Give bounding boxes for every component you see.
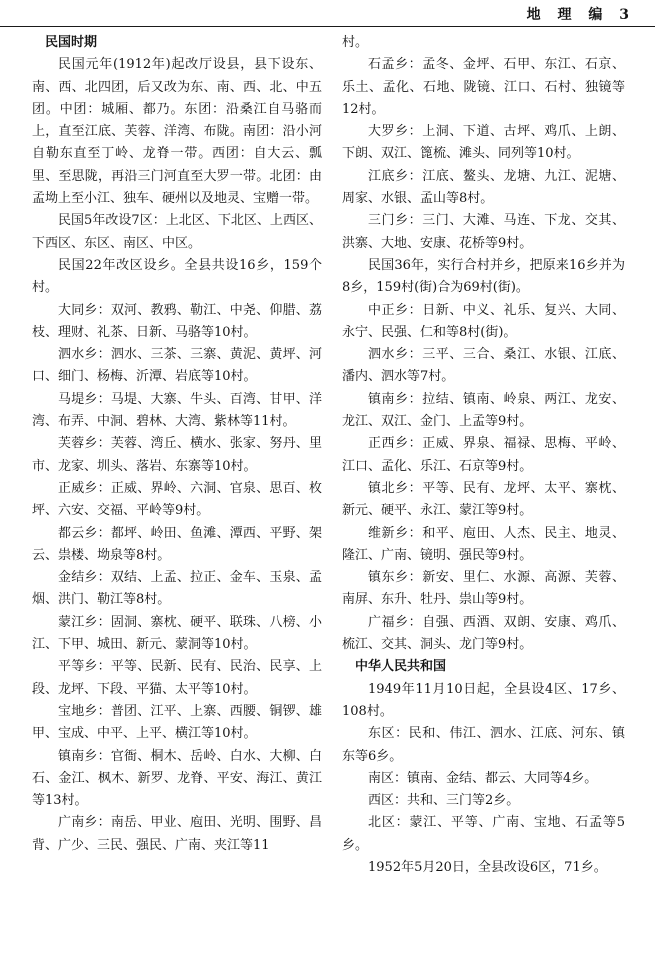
section-heading: 中华人民共和国 <box>355 659 447 675</box>
paragraph: 泗水乡：泗水、三茶、三寨、黄泥、黄坪、河口、细门、杨梅、沂潭、岩底等10村。 <box>32 347 322 385</box>
paragraph: 民国元年(1912年)起改厅设县，县下设东、南、西、北四团，后又改为东、南、西、北、中五团。中团：城厢、都乃。东团：沿桑江自马骆而上，直至江底、芙蓉、洋湾、布陇。南团：沿小河自勒东直至丁岭、龙脊一带。西团：自大云、瓢里、至思陇，再沿三门河直至大罗一带。北团：由孟坳上至小江、独车、硬州以及地灵、宝赠一带。 <box>32 57 322 207</box>
left-text-column <box>32 32 322 951</box>
running-head-title: 地 理 编 3 <box>526 7 635 23</box>
paragraph: 南区：镇南、金结、都云、大同等4乡。 <box>368 770 598 786</box>
paragraph: 泗水乡：三平、三合、桑江、水银、江底、潘内、泗水等7村。 <box>342 347 625 385</box>
paragraph: 村。 <box>342 35 369 50</box>
paragraph: 宝地乡：普团、江平、上寨、西腰、铜锣、雄甲、宝成、中平、上平、横江等10村。 <box>32 703 322 742</box>
paragraph: 广福乡：自强、西酒、双朗、安康、鸡爪、梳江、交其、洞头、龙门等9村。 <box>342 614 625 653</box>
paragraph: 广南乡：南岳、甲业、庖田、光明、围野、昌背、广少、三民、强民、广南、夹江等11 <box>32 815 322 853</box>
section-heading: 民国时期 <box>45 35 98 50</box>
paragraph: 三门乡：三门、大滩、马连、下龙、交其、洪寨、大地、安康、花桥等9村。 <box>342 213 625 251</box>
paragraph: 马堤乡：马堤、大寨、牛头、百湾、甘甲、洋湾、布弄、中洞、碧林、大湾、紫林等11村。 <box>32 391 322 430</box>
page-header <box>0 0 655 27</box>
paragraph: 民国22年改区设乡。全县共设16乡，159个村。 <box>32 257 322 296</box>
paragraph: 1949年11月10日起，全县设4区、17乡、108村。 <box>342 681 625 719</box>
paragraph: 大罗乡：上洞、下道、古坪、鸡爪、上朗、下朗、双江、篦梳、滩头、同列等10村。 <box>342 124 625 162</box>
paragraph: 蒙江乡：固洞、寨枕、硬平、联珠、八榜、小江、下甲、城田、新元、蒙洞等10村。 <box>32 614 322 653</box>
paragraph: 镇东乡：新安、里仁、水源、高源、芙蓉、南屏、东升、牡丹、祟山等9村。 <box>342 570 625 608</box>
paragraph: 民国5年改设7区：上北区、下北区、上西区、下西区、东区、南区、中区。 <box>32 213 322 251</box>
paragraph: 镇南乡：官衙、桐木、岳岭、白水、大柳、白石、金江、枫木、新罗、龙脊、平安、海江、黄江等13村。 <box>32 748 322 809</box>
paragraph: 民国36年，实行合村并乡，把原来16乡并为8乡，159村(街)合为69村(街)。 <box>342 257 625 296</box>
paragraph: 都云乡：都坪、岭田、鱼滩、潭西、平野、架云、祟楼、坳泉等8村。 <box>32 525 322 563</box>
paragraph: 北区：蒙江、平等、广南、宝地、石孟等5乡。 <box>342 815 625 853</box>
paragraph: 1952年5月20日，全县改设6区，71乡。 <box>368 859 607 875</box>
paragraph: 镇南乡：拉结、镇南、岭泉、两江、龙安、龙江、双江、金门、上孟等9村。 <box>342 391 625 430</box>
paragraph: 江底乡：江底、鳌头、龙塘、九江、泥塘、周家、水银、孟山等8村。 <box>342 168 625 207</box>
paragraph: 西区：共和、三门等2乡。 <box>368 793 520 809</box>
paragraph: 芙蓉乡：芙蓉、湾丘、横水、张家、努丹、里市、龙家、圳头、落岩、东寨等10村。 <box>32 436 322 474</box>
paragraph: 正西乡：正威、界泉、福禄、思梅、平岭、江口、孟化、乐江、石京等9村。 <box>342 436 625 474</box>
paragraph: 中正乡：日新、中义、礼乐、复兴、大同、永宁、民强、仁和等8村(街)。 <box>342 302 625 340</box>
right-text-column <box>342 32 625 951</box>
paragraph: 金结乡：双结、上孟、拉正、金车、玉泉、孟烟、洪门、勒江等8村。 <box>32 570 322 608</box>
paragraph: 东区：民和、伟江、泗水、江底、河东、镇东等6乡。 <box>342 726 625 764</box>
paragraph: 大同乡：双河、教鸦、勒江、中尧、仰腊、荔枝、理财、礼茶、日新、马骆等10村。 <box>32 302 322 340</box>
paragraph: 维新乡：和平、庖田、人杰、民主、地灵、隆江、广南、镜明、强民等9村。 <box>342 525 625 563</box>
paragraph: 石孟乡：孟冬、金坪、石甲、东江、石京、乐土、孟化、石地、陇镜、江口、石村、独镜等12村。 <box>342 57 625 117</box>
paragraph: 镇北乡：平等、民有、龙坪、太平、寨枕、新元、硬平、永江、蒙江等9村。 <box>342 480 625 519</box>
paragraph: 正威乡：正威、界岭、六洞、官泉、思百、枚坪、六安、交福、平岭等9村。 <box>32 480 322 519</box>
paragraph: 平等乡：平等、民新、民有、民治、民享、上段、龙坪、下段、平猫、太平等10村。 <box>32 659 322 697</box>
